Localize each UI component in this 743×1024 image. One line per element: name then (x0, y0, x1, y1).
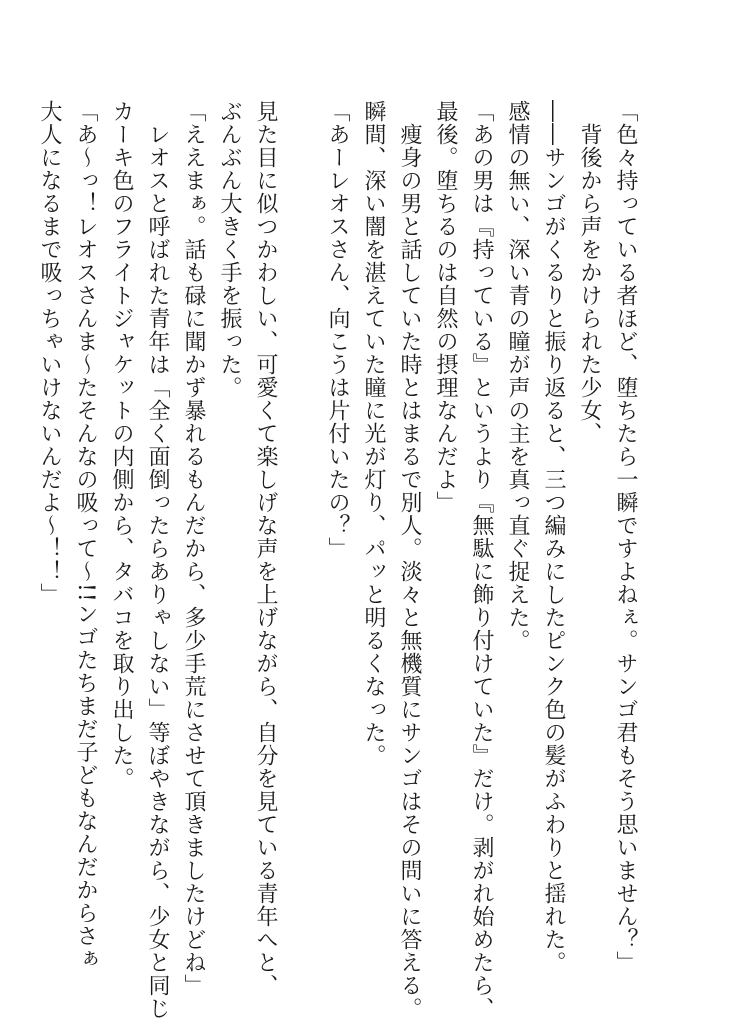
text-line-14: カーキ色のフライトジャケットの内側から、タバコを取り出した。 (109, 100, 134, 790)
text-line-15: 「あ～っ！レオスさんま～たそんなの吸って～!!ンゴたちまだ子どもなんだからさぁ (73, 100, 98, 971)
text-line-2: 背後から声をかけられた少女、 (577, 100, 602, 445)
text-line-8: 瞬間、深い闇を湛えていた瞳に光が灯り、パッと明るくなった。 (361, 100, 386, 767)
text-line-9: 「あーレオスさん、向こうは片付いたの？」 (325, 100, 350, 560)
text-line-3: ――サンゴがくるりと振り返ると、三つ編みにしたピンク色の髪がふわりと揺れた。 (541, 100, 566, 974)
text-line-7: 痩身の男と話していた時とはまるで別人。淡々と無機質にサンゴはその問いに答える。 (397, 100, 422, 1020)
text-line-6: 最後。堕ちるのは自然の摂理なんだよ」 (433, 100, 458, 514)
novel-text-body (31, 100, 643, 1020)
text-line-12: 「ええまぁ。話も碌に聞かず暴れるもんだから、多少手荒にさせて頂きましたけどね」 (181, 100, 206, 997)
text-line-10: 見た目に似つかわしい、可愛くて楽しげな声を上げながら、自分を見ている青年へと、 (253, 100, 278, 997)
paragraph-gap (283, 100, 319, 930)
text-line-4: 感情の無い、深い青の瞳が声の主を真っ直ぐ捉えた。 (505, 100, 530, 652)
text-line-5: 「あの男は『持っている』というより『無駄に飾り付けていた』だけ。剥がれ始めたら、 (469, 100, 494, 1020)
text-line-1: 「色々持っている者ほど、堕ちたら一瞬ですよねぇ。サンゴ君もそう思いません？」 (613, 100, 638, 974)
text-line-11: ぶんぶん大きく手を振った。 (217, 100, 242, 399)
text-line-13: レオスと呼ばれた青年は「全く面倒ったらありゃしない」等ぼやきながら、少女と同じ (145, 100, 170, 1020)
text-line-16: 大人になるまで吸っちゃいけないんだよ～！！」 (37, 100, 62, 606)
